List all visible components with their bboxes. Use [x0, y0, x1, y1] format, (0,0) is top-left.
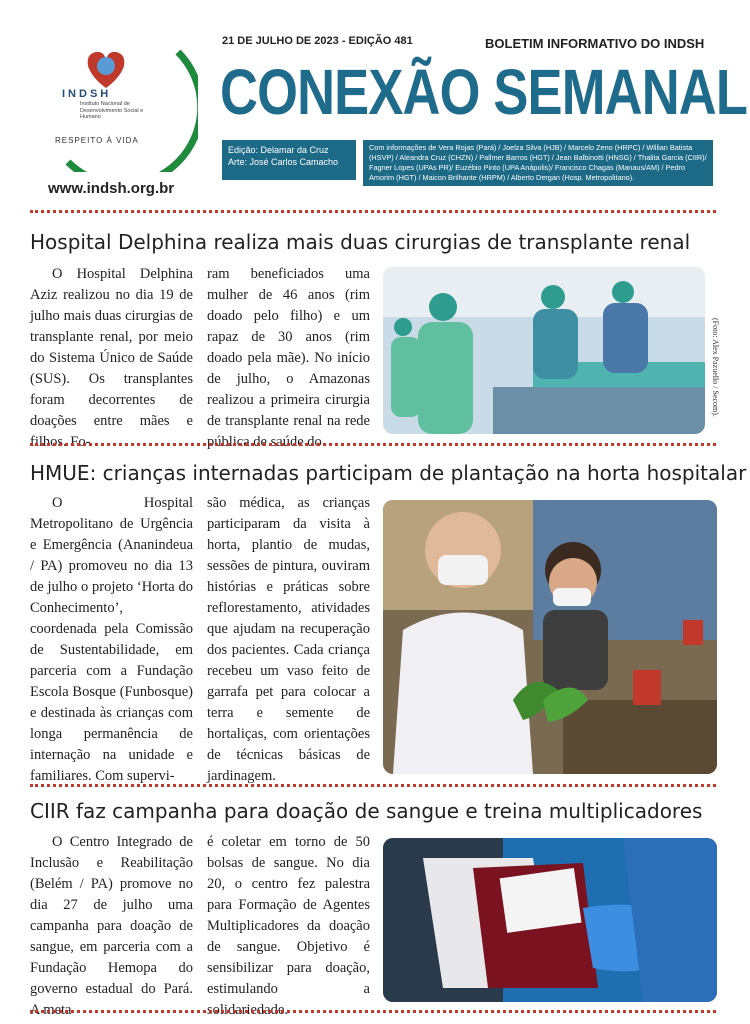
article-1-headline[interactable]: Hospital Delphina realiza mais duas cirurgias de transplante renal	[30, 230, 691, 254]
article-2-col1: O Hospital Metropolitano de Urgência e Emergência (Ananindeua / PA) promoveu no dia 13 de julho o projeto ‘Horta do Conhecimento’, coordenada pela Comissão de Sustentabilidade, em parceria com a Fundação Escola Bosque (Funbosque) e destinada às crianças com longa permanência de internação na unidade e familiares. Com supervi-	[30, 495, 193, 784]
section-divider	[30, 784, 716, 787]
article-3-photo	[383, 838, 717, 1002]
logo-wordmark: INDSH	[62, 88, 112, 100]
section-divider	[30, 1010, 716, 1013]
masthead-title: CONEXÃO SEMANAL	[220, 56, 748, 128]
indsh-logo	[28, 22, 198, 172]
art-line: Arte: José Carlos Camacho	[228, 157, 339, 167]
edition-date: 21 DE JULHO DE 2023 - EDIÇÃO 481	[222, 35, 413, 47]
editorial-credits	[222, 140, 356, 180]
bulletin-label: BOLETIM INFORMATIVO DO INDSH	[485, 36, 705, 51]
article-3-col2: é coletar em torno de 50 bolsas de sangue. No dia 20, o centro fez palestra para Formação de Agentes Multiplicadores da doação de sangue. Objetivo é sensibilizar para doação, estimulando a solidariedade.	[207, 834, 370, 1018]
website-link[interactable]: www.indsh.org.br	[48, 180, 175, 197]
logo-subtitle: Instituto Nacional de Desenvolvimento Social e Humano	[80, 101, 144, 120]
article-1-photo	[383, 267, 705, 434]
article-3-headline[interactable]: CIIR faz campanha para doação de sangue e treina multiplicadores	[30, 799, 703, 823]
contributors-box: Com informações de Vera Rojas (Pará) / Joelza Silva (HJB) / Marcelo Zeno (HRPC) / Willian Batista (HSVP) / Aleandra Cruz (CHZN) / Pallmer Barros (HGT) / Jean Balbinotti (HNSG) / Thalita Garcia (CIIR)/ Fagner Lopes (UPAs PR)/ Euzébio Pinto (UPA Anápolis)/ Francisco Chagas (Manaus/AM) / Pedro Amorim (HGT) / Maicon Brilhante (HRPM) / Alberto Dergan (Hosp. Metropolitano).	[363, 140, 713, 186]
article-2-col2: são médica, as crianças participaram da visita à horta, plantio de mudas, sessões de pintura, ouviram histórias e práticas sobre reflorestamento, atividades que ajudam na recuperação dos pacientes. Cada criança recebeu um vaso feito de garrafa pet para colocar a terra e semente de hortaliças, com orientações de técnicas básicas de jardinagem.	[207, 495, 370, 784]
section-divider	[30, 210, 716, 213]
editor-line: Edição: Delamar da Cruz	[228, 145, 329, 155]
article-1-photo-credit: (Foto: Alex Pazuello / Secom).	[711, 318, 720, 417]
article-3-col1: O Centro Integrado de Inclusão e Reabilitação (Belém / PA) promove no dia 27 de julho uma campanha para doação de sangue, em parceria com a Fundação Hemopa do governo estadual do Pará. A meta	[30, 834, 193, 1018]
section-divider	[30, 443, 716, 446]
logo-motto: RESPEITO À VIDA	[55, 136, 139, 145]
article-2-headline[interactable]: HMUE: crianças internadas participam de plantação na horta hospitalar	[30, 461, 747, 485]
article-1-col1: O Hospital Delphina Aziz realizou no dia 19 de julho mais duas cirurgias de transplante renal, por meio do Sistema Único de Saúde (SUS). Os transplantes foram decorrentes de doações entre mães e filhos. Fo-	[30, 266, 193, 450]
article-2-photo	[383, 500, 717, 774]
article-1-col2: ram beneficiados uma mulher de 46 anos (rim doado pelo filho) e um rapaz de 30 anos (rim doado pela mãe). No início de julho, o Amazonas realizou a primeira cirurgia de transplante renal na rede pública de saúde do	[207, 266, 370, 450]
